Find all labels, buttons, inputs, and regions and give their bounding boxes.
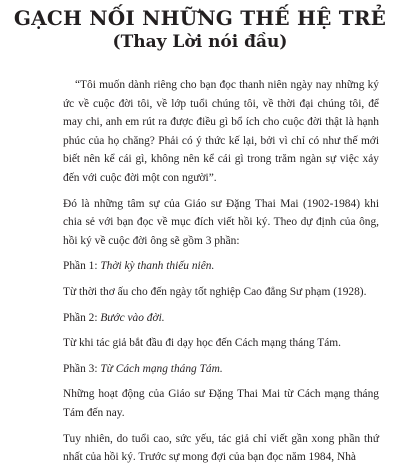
part-3-label: Phần 3: <box>63 362 101 375</box>
part-1-label: Phần 1: <box>63 260 101 273</box>
part-1-line <box>63 257 379 276</box>
page-subtitle: (Thay Lời nói đầu) <box>112 32 288 52</box>
part-2-label: Phần 2: <box>63 311 101 324</box>
part-3-line <box>63 360 379 379</box>
part-3-title: Từ Cách mạng tháng Tám. <box>100 362 223 375</box>
closing-paragraph: Tuy nhiên, do tuổi cao, sức yếu, tác giả chỉ viết gần xong phần thứ nhất của hồi ký. Trước sự mong đợi của bạn đọc năm 1984, Nhà <box>63 432 379 464</box>
part-2-title: Bước vào đời. <box>100 311 165 324</box>
body-text <box>63 76 379 474</box>
part-2-description: Từ khi tác giả bắt đầu đi dạy học đến Cách mạng tháng Tám. <box>63 337 341 350</box>
intro-paragraph: Đó là những tâm sự của Giáo sư Đặng Thai Mai (1902-1984) khi chia sẻ với bạn đọc về mục đích viết hồi ký. Theo dự định của ông, hồi ký về cuộc đời ông sẽ gồm 3 phần: <box>63 197 379 247</box>
quote-paragraph: “Tôi muốn dành riêng cho bạn đọc thanh niên ngày nay những ký ức về cuộc đời tôi, về lớp tuổi chúng tôi, về thời đại chúng tôi, để may chi, anh em rút ra được điều gì bổ ích cho cuộc đời thật là hạnh phúc của họ chăng? Phải có ý thức kế lại, bởi vì chỉ có như thế mới biết nên kể cái gì, không nên kể cái gì trong trăm ngàn sự việc xảy đến với cuộc đời một con người”. <box>63 79 379 184</box>
activities-paragraph: Những hoạt động của Giáo sư Đặng Thai Mai từ Cách mạng tháng Tám đến nay. <box>63 388 379 419</box>
part-1-description: Từ thời thơ ấu cho đến ngày tốt nghiệp Cao đẳng Sư phạm (1928). <box>63 285 367 298</box>
part-1-title: Thời kỳ thanh thiếu niên. <box>100 260 215 273</box>
page-title: GẠCH NỐI NHỮNG THẾ HỆ TRẺ <box>13 6 387 30</box>
part-2-line <box>63 309 379 328</box>
